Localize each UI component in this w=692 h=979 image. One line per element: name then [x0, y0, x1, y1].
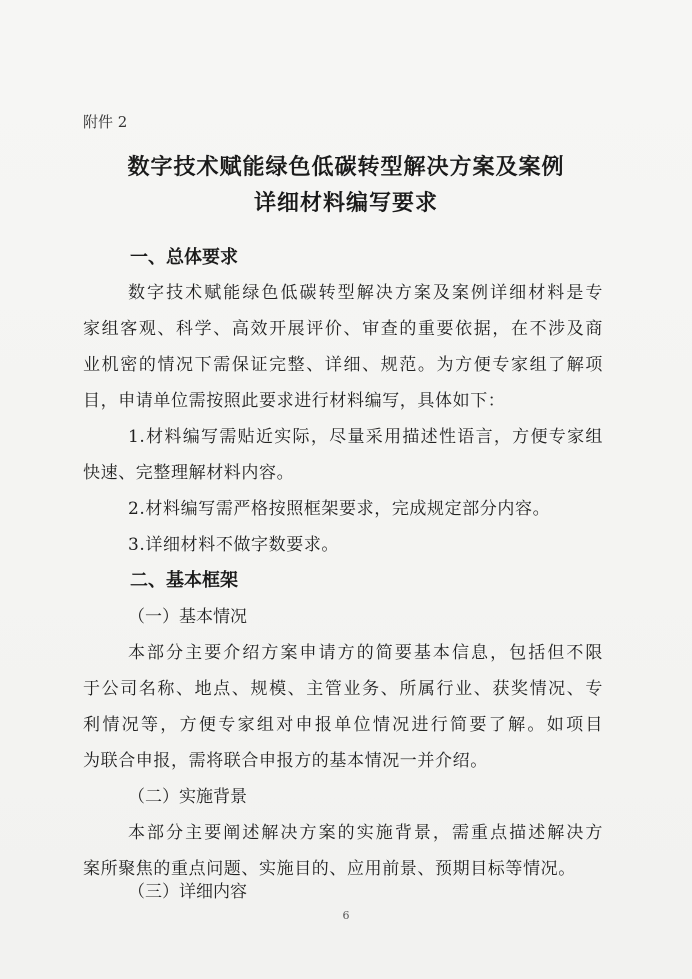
document-title-line-1: 数字技术赋能绿色低碳转型解决方案及案例 — [127, 154, 565, 180]
section-2-heading: 二、基本框架 — [130, 570, 238, 591]
requirement-item-2: 2.材料编写需严格按照框架要求，完成规定部分内容。 — [128, 499, 551, 519]
section-1-heading: 一、总体要求 — [130, 247, 238, 268]
section-1-para-line: 业机密的情况下需保证完整、详细、规范。为方便专家组了解项 — [83, 355, 603, 375]
section-1-para-line: 目，申请单位需按照此要求进行材料编写，具体如下： — [83, 391, 506, 411]
subsection-1-line: 为联合申报，需将联合申报方的基本情况一并介绍。 — [83, 751, 488, 771]
section-1-para-line: 数字技术赋能绿色低碳转型解决方案及案例详细材料是专 — [128, 283, 603, 303]
subsection-2-line: 本部分主要阐述解决方案的实施背景，需重点描述解决方 — [128, 823, 603, 843]
requirement-item-3: 3.详细材料不做字数要求。 — [128, 535, 340, 555]
subsection-1-line: 于公司名称、地点、规模、主管业务、所属行业、获奖情况、专 — [83, 679, 603, 699]
document-title-line-2: 详细材料编写要求 — [253, 190, 438, 216]
page-number: 6 — [342, 909, 350, 922]
subsection-1-line: 本部分主要介绍方案申请方的简要基本信息，包括但不限 — [128, 643, 603, 663]
subsection-2-line: 案所聚焦的重点问题、实施目的、应用前景、预期目标等情况。 — [83, 859, 576, 879]
subsection-1-line: 利情况等，方便专家组对申报单位情况进行简要了解。如项目 — [83, 715, 603, 735]
subsection-2-title: （二）实施背景 — [128, 787, 247, 807]
requirement-item-1: 1.材料编写需贴近实际，尽量采用描述性语言，方便专家组 — [128, 427, 603, 447]
section-1-para-line: 家组客观、科学、高效开展评价、审查的重要依据，在不涉及商 — [83, 319, 603, 339]
subsection-1-title: （一）基本情况 — [128, 607, 247, 627]
requirement-item-1-cont: 快速、完整理解材料内容。 — [83, 463, 295, 483]
attachment-label: 附件 2 — [83, 113, 128, 131]
subsection-3-title: （三）详细内容 — [128, 882, 247, 902]
